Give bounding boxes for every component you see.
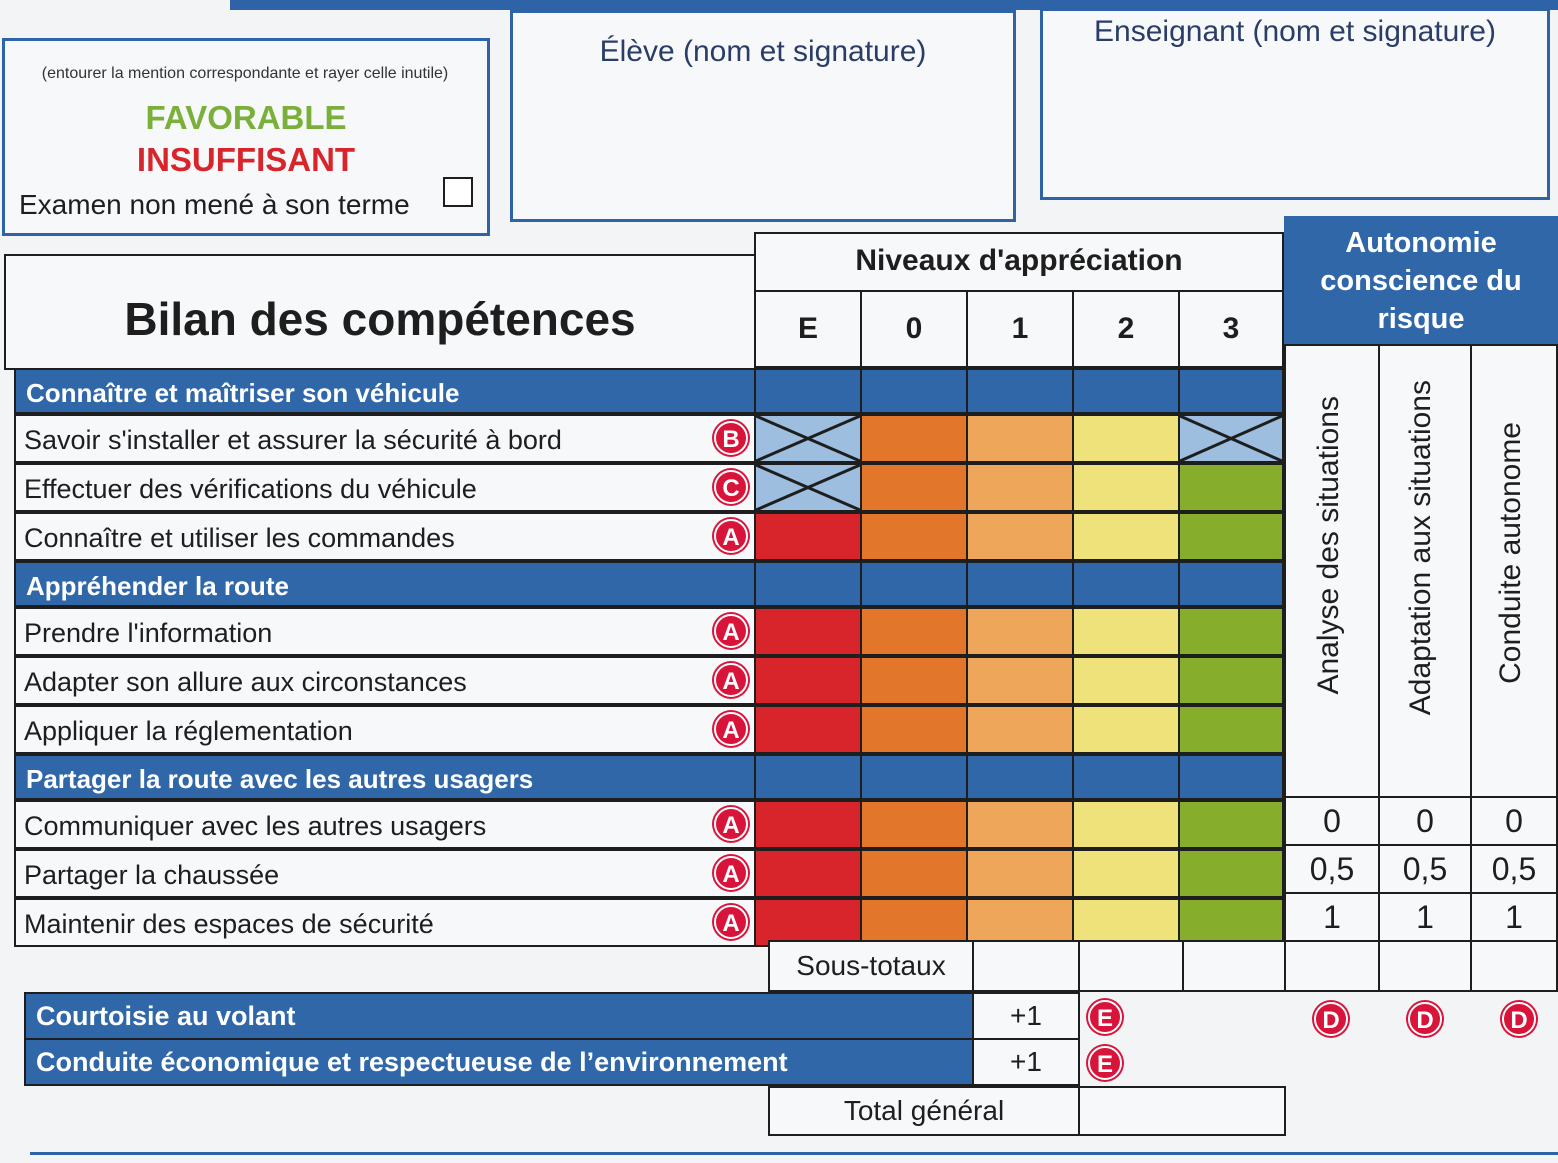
autonomy-col-1-label: Analyse des situations <box>1312 396 1345 695</box>
incomplete-label: Examen non mené à son terme <box>19 189 410 220</box>
autonomy-badge-2: D <box>1408 1002 1442 1036</box>
bonus-value-eco[interactable]: +1 <box>972 1038 1080 1086</box>
cross-icon <box>756 416 860 461</box>
level-cell-1[interactable] <box>966 512 1074 561</box>
level-cell-3[interactable] <box>1178 800 1284 849</box>
competence-badge: A <box>714 712 748 746</box>
subtotal-cell-3[interactable] <box>1182 940 1286 992</box>
autonomy-col-2-label: Adaptation aux situations <box>1404 380 1437 716</box>
bonus-label-eco: Conduite économique et respectueuse de l’environnement <box>24 1038 974 1086</box>
autonomy-col-1 <box>1284 344 1380 798</box>
section-level-bar <box>966 368 1074 414</box>
bottom-border-line <box>30 1152 1558 1163</box>
autonomy-score-cell[interactable]: 0 <box>1378 796 1472 846</box>
autonomy-col-3 <box>1470 344 1558 798</box>
level-cell-2[interactable] <box>1072 656 1180 705</box>
level-cell-0[interactable] <box>860 656 968 705</box>
autonomy-score-cell[interactable]: 1 <box>1284 892 1380 942</box>
level-cell-not-applicable <box>754 463 862 512</box>
level-cell-2[interactable] <box>1072 414 1180 463</box>
level-cell-2[interactable] <box>1072 705 1180 754</box>
subtotal-cell-1[interactable] <box>972 940 1080 992</box>
competence-badge: A <box>714 807 748 841</box>
bonus-label-courtoisie: Courtoisie au volant <box>24 992 974 1040</box>
level-cell-E[interactable] <box>754 607 862 656</box>
competence-label: Prendre l'information <box>14 607 756 656</box>
level-cell-0[interactable] <box>860 849 968 898</box>
level-cell-0[interactable] <box>860 800 968 849</box>
level-cell-2[interactable] <box>1072 800 1180 849</box>
autonomy-score-cell[interactable]: 0,5 <box>1470 844 1558 894</box>
level-header-2: 2 <box>1072 290 1180 368</box>
level-cell-2[interactable] <box>1072 463 1180 512</box>
level-cell-3[interactable] <box>1178 463 1284 512</box>
competences-table <box>4 227 1558 1142</box>
bonus-badge-eco: E <box>1088 1046 1122 1080</box>
level-cell-3[interactable] <box>1178 705 1284 754</box>
autonomy-score-cell[interactable]: 0 <box>1284 796 1380 846</box>
autonomy-badge-3: D <box>1502 1002 1536 1036</box>
cross-icon <box>1180 416 1282 461</box>
autonomy-score-cell[interactable]: 0,5 <box>1284 844 1380 894</box>
level-cell-1[interactable] <box>966 656 1074 705</box>
subtotal-cell-6[interactable] <box>1470 940 1558 992</box>
autonomy-score-cell[interactable]: 0,5 <box>1378 844 1472 894</box>
level-cell-2[interactable] <box>1072 512 1180 561</box>
total-value-cell[interactable] <box>1078 1086 1286 1136</box>
autonomy-col-3-label: Conduite autonome <box>1494 422 1527 684</box>
level-cell-0[interactable] <box>860 705 968 754</box>
level-header-E: E <box>754 290 862 368</box>
section-level-bar <box>1072 561 1180 607</box>
level-header-0: 0 <box>860 290 968 368</box>
competence-badge: B <box>714 421 748 455</box>
table-title: Bilan des compétences <box>124 293 636 345</box>
bonus-badge-courtoisie: E <box>1088 1000 1122 1034</box>
competence-label: Appliquer la réglementation <box>14 705 756 754</box>
section-level-bar <box>1072 368 1180 414</box>
enseignant-signature-label: Enseignant (nom et signature) <box>1094 15 1496 48</box>
subtotals-label: Sous-totaux <box>768 940 974 992</box>
eleve-signature-label: Élève (nom et signature) <box>599 35 927 68</box>
level-cell-0[interactable] <box>860 607 968 656</box>
section-level-bar <box>860 754 968 800</box>
level-cell-1[interactable] <box>966 607 1074 656</box>
competence-badge: A <box>714 614 748 648</box>
section-level-bar <box>966 754 1074 800</box>
competence-badge: A <box>714 905 748 939</box>
section-level-bar <box>860 561 968 607</box>
level-cell-E[interactable] <box>754 849 862 898</box>
level-cell-E[interactable] <box>754 800 862 849</box>
total-label: Total général <box>768 1086 1080 1136</box>
incomplete-checkbox[interactable] <box>443 177 473 207</box>
section-level-bar <box>754 561 862 607</box>
competence-label: Maintenir des espaces de sécurité <box>14 898 756 947</box>
level-cell-3[interactable] <box>1178 607 1284 656</box>
subtotal-cell-2[interactable] <box>1078 940 1184 992</box>
decision-instruction: (entourer la mention correspondante et rayer celle inutile) <box>41 65 449 82</box>
level-cell-1[interactable] <box>966 705 1074 754</box>
section-level-bar <box>966 561 1074 607</box>
levels-header: Niveaux d'appréciation <box>855 244 1183 277</box>
section-level-bar <box>860 368 968 414</box>
levels-header-cell <box>754 232 1284 292</box>
level-header-1: 1 <box>966 290 1074 368</box>
level-cell-3[interactable] <box>1178 656 1284 705</box>
bonus-value-courtoisie[interactable]: +1 <box>972 992 1080 1040</box>
level-cell-E[interactable] <box>754 512 862 561</box>
enseignant-signature-box[interactable] <box>1040 8 1550 200</box>
autonomy-score-cell[interactable]: 0 <box>1470 796 1558 846</box>
level-cell-3[interactable] <box>1178 512 1284 561</box>
insuffisant-label[interactable]: INSUFFISANT <box>136 141 356 178</box>
level-cell-not-applicable <box>754 414 862 463</box>
section-header: Appréhender la route <box>14 561 756 607</box>
autonomy-badge-1: D <box>1314 1002 1348 1036</box>
section-level-bar <box>754 754 862 800</box>
autonomy-score-cell[interactable]: 1 <box>1470 892 1558 942</box>
level-cell-0[interactable] <box>860 512 968 561</box>
section-header: Partager la route avec les autres usagers <box>14 754 756 800</box>
level-cell-E[interactable] <box>754 705 862 754</box>
competence-badge: A <box>714 663 748 697</box>
level-cell-not-applicable <box>1178 414 1284 463</box>
level-cell-2[interactable] <box>1072 849 1180 898</box>
level-cell-1[interactable] <box>966 414 1074 463</box>
competence-badge: A <box>714 856 748 890</box>
section-level-bar <box>1178 754 1284 800</box>
level-cell-0[interactable] <box>860 414 968 463</box>
table-title-cell <box>4 254 756 370</box>
section-level-bar <box>1072 754 1180 800</box>
favorable-label[interactable]: FAVORABLE <box>145 99 347 136</box>
eleve-signature-box[interactable] <box>510 10 1016 222</box>
subtotal-cell-4[interactable] <box>1284 940 1380 992</box>
competence-label: Savoir s'installer et assurer la sécurité à bord <box>14 414 756 463</box>
section-level-bar <box>754 368 862 414</box>
level-cell-2[interactable] <box>1072 607 1180 656</box>
level-cell-1[interactable] <box>966 849 1074 898</box>
section-level-bar <box>1178 561 1284 607</box>
competence-label: Effectuer des vérifications du véhicule <box>14 463 756 512</box>
level-cell-E[interactable] <box>754 656 862 705</box>
level-cell-3[interactable] <box>1178 849 1284 898</box>
level-cell-1[interactable] <box>966 463 1074 512</box>
competence-badge: C <box>714 470 748 504</box>
subtotal-cell-5[interactable] <box>1378 940 1472 992</box>
competence-label: Connaître et utiliser les commandes <box>14 512 756 561</box>
autonomy-header-text: Autonomie conscience du risque <box>1320 227 1522 335</box>
cross-icon <box>756 465 860 510</box>
section-level-bar <box>1178 368 1284 414</box>
decision-box <box>2 38 490 236</box>
competence-label: Adapter son allure aux circonstances <box>14 656 756 705</box>
competence-label: Partager la chaussée <box>14 849 756 898</box>
autonomy-header <box>1284 216 1558 346</box>
autonomy-score-cell[interactable]: 1 <box>1378 892 1472 942</box>
autonomy-col-2 <box>1378 344 1472 798</box>
section-header: Connaître et maîtriser son véhicule <box>14 368 756 414</box>
level-cell-0[interactable] <box>860 463 968 512</box>
competence-label: Communiquer avec les autres usagers <box>14 800 756 849</box>
level-cell-1[interactable] <box>966 800 1074 849</box>
level-header-3: 3 <box>1178 290 1284 368</box>
competence-badge: A <box>714 519 748 553</box>
